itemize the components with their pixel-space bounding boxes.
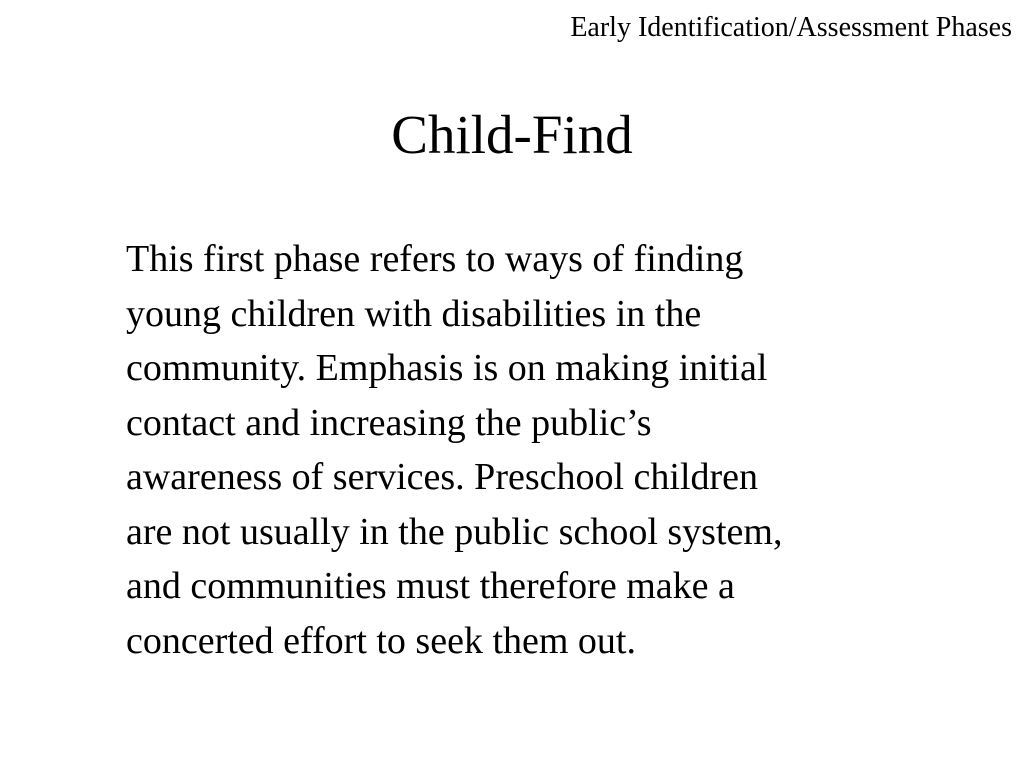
slide-body-text: [126, 232, 926, 668]
body-line: and communities must therefore make a: [126, 565, 735, 607]
body-line: community. Emphasis is on making initial: [126, 347, 768, 389]
body-line: contact and increasing the public’s: [126, 401, 652, 444]
body-line: awareness of services. Preschool children: [126, 456, 759, 498]
slide-title: Child-Find: [391, 104, 633, 165]
body-line: are not usually in the public school system,: [126, 510, 783, 553]
header-label: Early Identification/Assessment Phases: [570, 12, 1012, 43]
body-line: young children with disabilities in the: [126, 292, 702, 335]
body-line: This first phase refers to ways of finding: [126, 238, 744, 280]
body-line: concerted effort to seek them out.: [126, 619, 636, 662]
